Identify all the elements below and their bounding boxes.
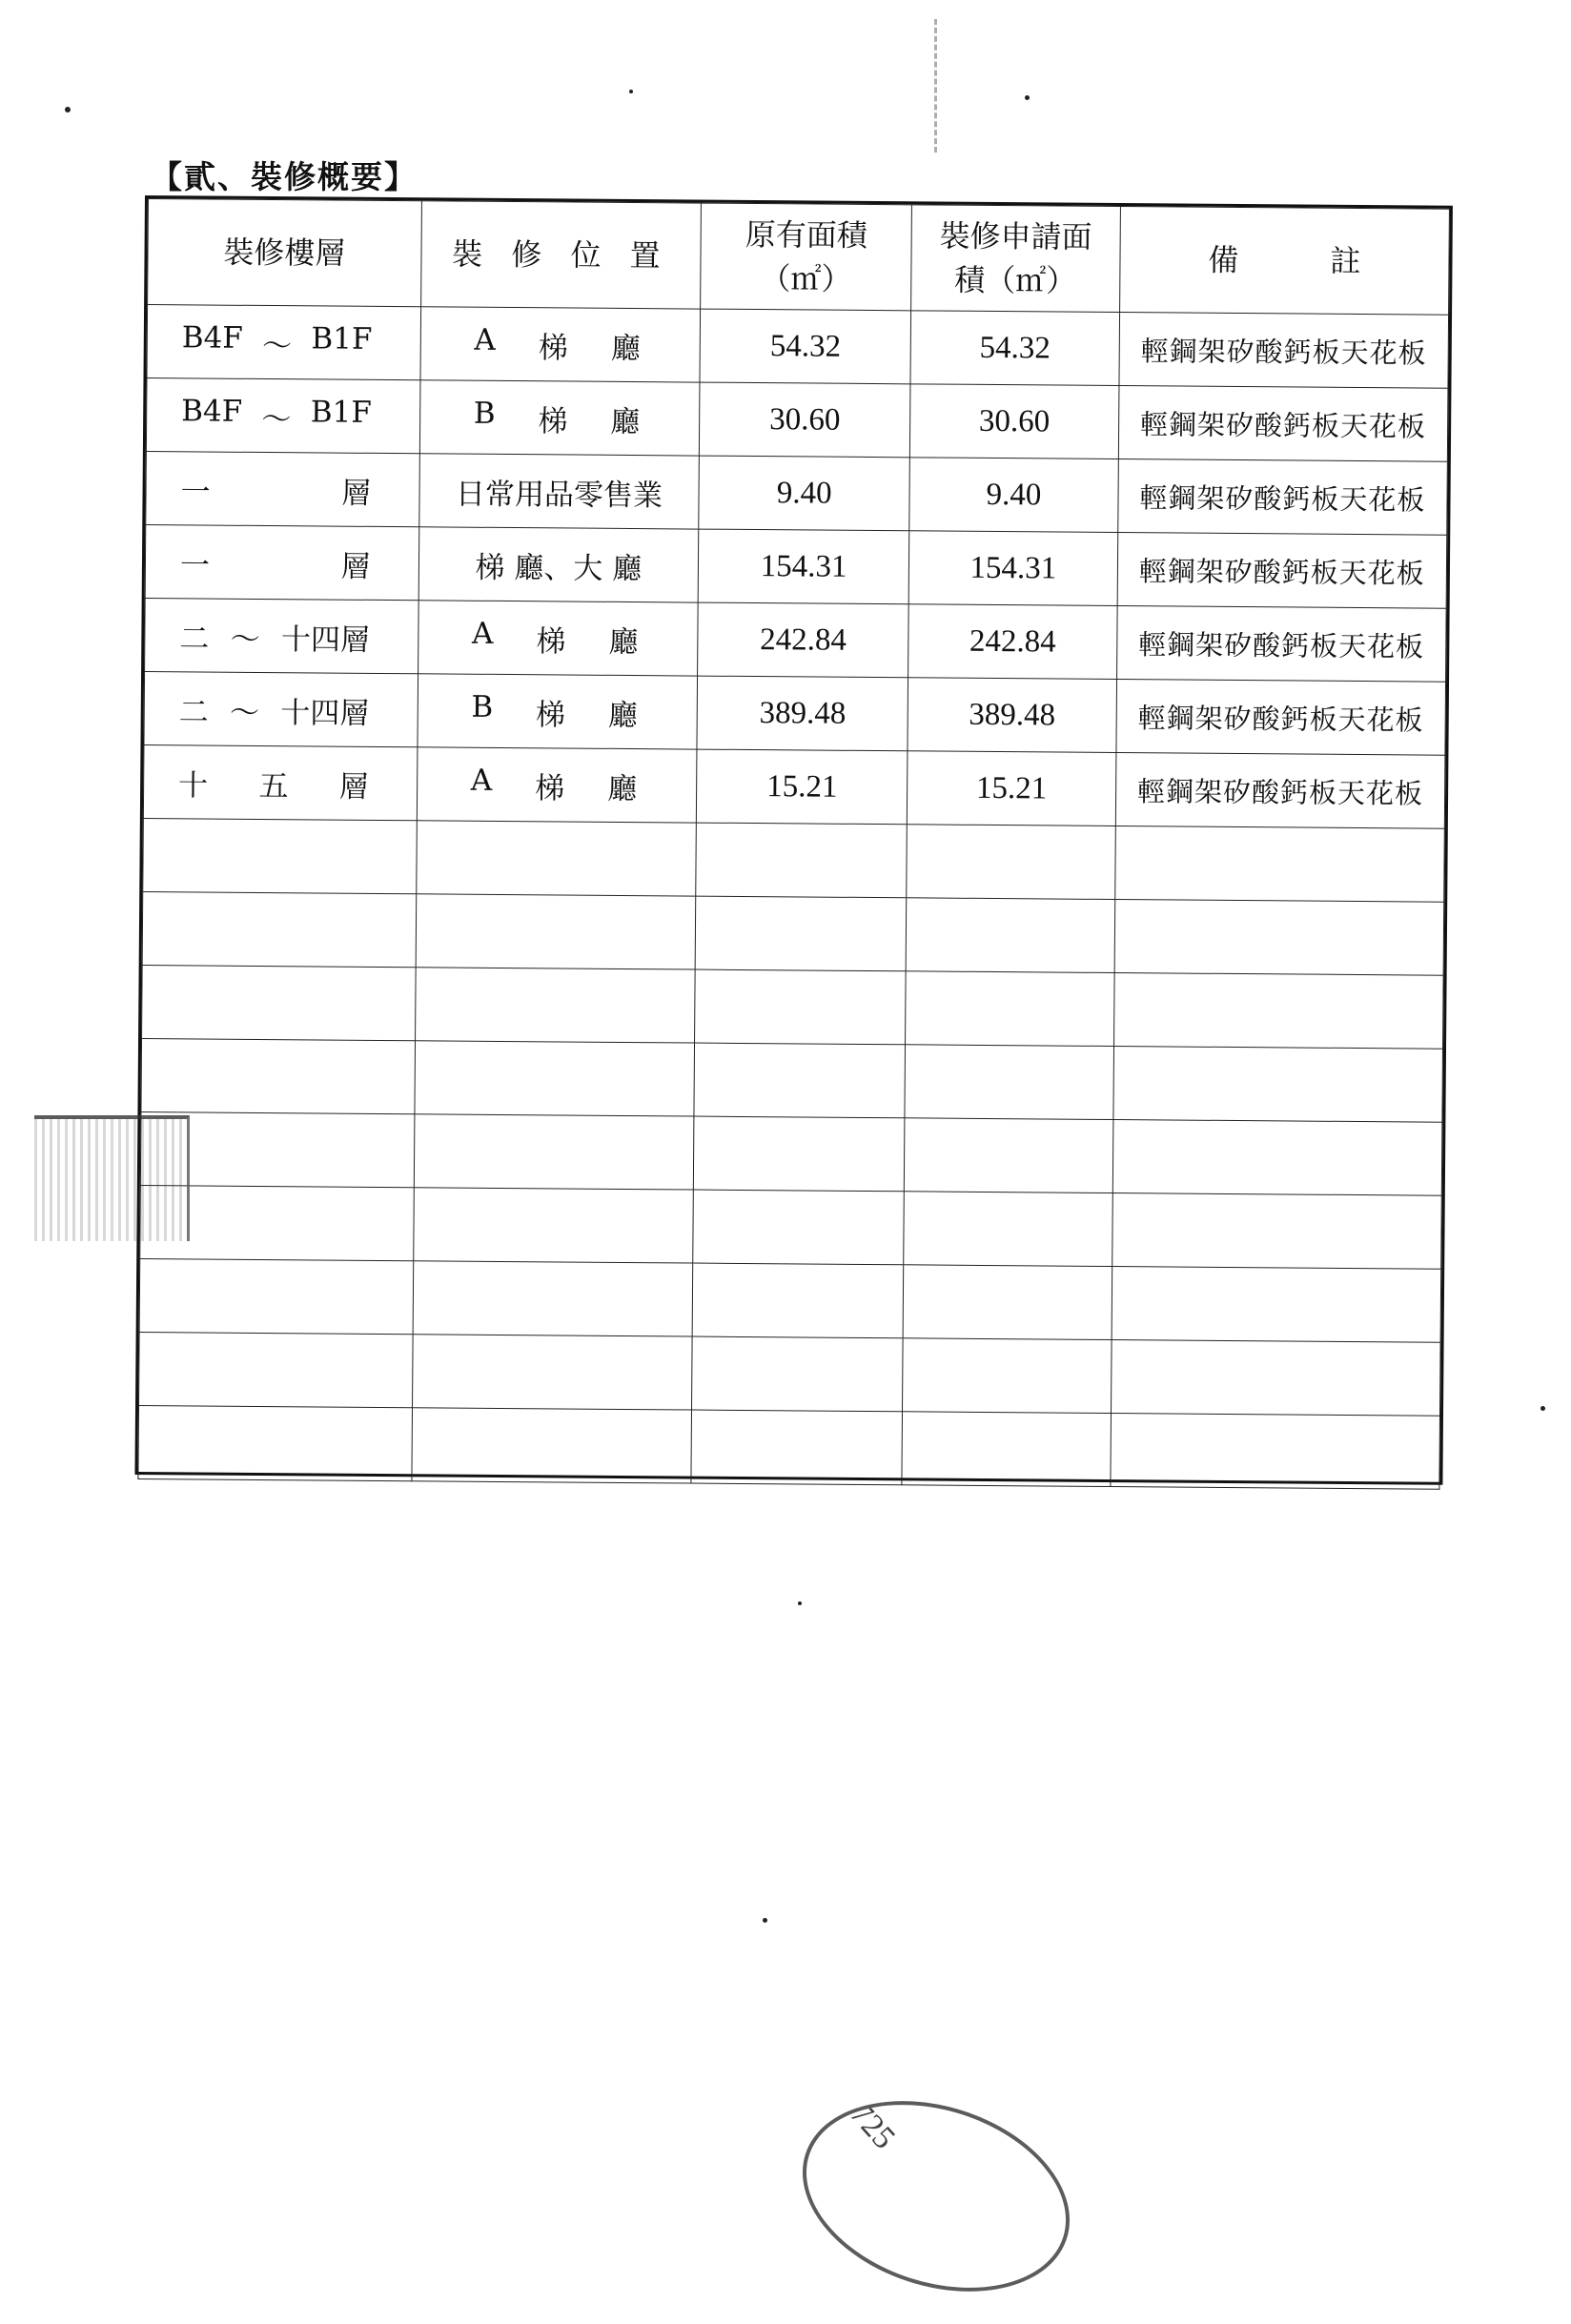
empty-cell: [905, 1045, 1113, 1120]
cell-floor: [145, 599, 418, 674]
cell-note: 輕鋼架矽酸鈣板天花板: [1116, 606, 1446, 683]
table-row: [143, 745, 1445, 829]
empty-table-row: [140, 1185, 1442, 1269]
empty-table-row: [142, 966, 1444, 1050]
empty-cell: [1111, 1339, 1440, 1416]
floor-part: 一: [180, 467, 210, 510]
cell-applied-area: 242.84: [908, 604, 1117, 680]
empty-cell: [903, 1265, 1112, 1340]
cell-floor: [146, 378, 419, 454]
renovation-summary-table: [134, 195, 1452, 1485]
empty-cell: [1114, 826, 1444, 903]
cell-original-area: 54.32: [700, 309, 911, 384]
cell-position: [418, 601, 698, 676]
table-row: [146, 452, 1448, 536]
header-note: 備 註: [1119, 207, 1449, 316]
empty-cell: [691, 1410, 903, 1485]
floor-part: 層: [341, 468, 371, 511]
empty-cell: [1112, 1267, 1441, 1343]
empty-cell: [693, 1190, 905, 1265]
position-part: 廳: [607, 764, 637, 806]
floor-part: ～: [231, 614, 260, 657]
cell-note: 輕鋼架矽酸鈣板天花板: [1117, 459, 1447, 536]
perforation-seal-mark: [34, 1115, 190, 1241]
empty-cell: [692, 1336, 904, 1412]
position-part: 梯: [538, 397, 567, 439]
table-header-row: [148, 199, 1450, 316]
empty-cell: [416, 894, 696, 969]
cell-applied-area: 15.21: [908, 751, 1116, 826]
header-applied-area-line1: 裝修申請面: [912, 214, 1120, 259]
scan-dot: [65, 107, 71, 112]
header-original-area: [701, 203, 912, 311]
header-applied-area: [911, 205, 1120, 313]
empty-cell: [1113, 1047, 1443, 1123]
position-part: A: [472, 616, 494, 659]
empty-table-row: [143, 819, 1445, 903]
position-part: B: [474, 396, 496, 438]
header-position: 裝 修 位 置: [420, 201, 701, 309]
cell-original-area: 389.48: [697, 676, 908, 751]
floor-part: B4F: [182, 320, 243, 364]
position-part: 廳: [611, 323, 641, 366]
empty-cell: [412, 1335, 692, 1410]
empty-cell: [1113, 973, 1443, 1050]
empty-cell: [142, 892, 416, 968]
position-part: A: [471, 763, 493, 805]
empty-cell: [138, 1405, 412, 1480]
empty-cell: [413, 1261, 693, 1336]
floor-part: ～: [230, 687, 259, 730]
scan-dot: [798, 1601, 802, 1605]
empty-cell: [416, 821, 696, 896]
empty-cell: [413, 1188, 693, 1263]
cell-original-area: 15.21: [696, 749, 908, 825]
empty-table-row: [140, 1111, 1442, 1195]
cell-floor: [146, 452, 419, 527]
cell-applied-area: 54.32: [910, 311, 1119, 386]
scan-smudge: [858, 19, 937, 153]
cell-floor: [147, 305, 420, 380]
table-row: [144, 672, 1446, 756]
cell-position: 梯 廳、大 廳: [418, 527, 699, 602]
stamp-number: 725: [843, 2096, 902, 2156]
empty-cell: [414, 1114, 694, 1190]
floor-part: 二: [179, 614, 209, 657]
scan-dot: [629, 90, 633, 93]
empty-cell: [906, 971, 1114, 1047]
floor-part: 五: [258, 761, 288, 804]
cell-original-area: 30.60: [699, 382, 910, 458]
cell-note: 輕鋼架矽酸鈣板天花板: [1115, 753, 1445, 829]
cell-original-area: 154.31: [698, 529, 909, 604]
cell-applied-area: 154.31: [908, 531, 1117, 606]
empty-cell: [902, 1412, 1111, 1487]
empty-table-row: [139, 1332, 1441, 1416]
table-row: [147, 305, 1449, 389]
section-title: 【貳、裝修概要】: [151, 153, 418, 197]
floor-part: 一: [180, 540, 210, 583]
position-part: 廳: [608, 690, 638, 733]
empty-table-row: [142, 892, 1444, 976]
empty-cell: [907, 825, 1115, 900]
empty-cell: [906, 898, 1114, 973]
floor-part: 十四層: [281, 615, 370, 659]
cell-note: 輕鋼架矽酸鈣板天花板: [1117, 533, 1447, 609]
empty-cell: [693, 1116, 905, 1192]
position-part: 梯: [536, 617, 565, 660]
cell-original-area: 242.84: [698, 602, 909, 678]
position-part: 梯: [539, 323, 568, 366]
cell-applied-area: 9.40: [909, 458, 1118, 533]
floor-part: ～: [261, 394, 291, 437]
empty-cell: [696, 823, 908, 898]
empty-cell: [905, 1118, 1113, 1193]
cell-note: 輕鋼架矽酸鈣板天花板: [1118, 386, 1448, 462]
empty-cell: [903, 1338, 1112, 1414]
empty-table-row: [139, 1258, 1441, 1342]
position-part: A: [474, 322, 496, 365]
floor-part: B1F: [311, 321, 372, 365]
empty-cell: [139, 1258, 413, 1334]
header-floor: 裝修樓層: [148, 199, 422, 307]
empty-table-row: [138, 1405, 1440, 1489]
position-part: 梯: [536, 690, 565, 733]
cell-floor: [144, 672, 418, 747]
table-row: [145, 525, 1447, 609]
floor-part: B4F: [181, 394, 242, 438]
empty-cell: [695, 896, 907, 971]
scan-dot: [763, 1918, 767, 1923]
table-row: [146, 378, 1448, 462]
cell-note: 輕鋼架矽酸鈣板天花板: [1119, 313, 1449, 389]
header-applied-area-line2: 積（㎡）: [911, 257, 1119, 303]
official-stamp: [778, 2069, 1094, 2324]
header-original-area-line1: 原有面積: [702, 213, 911, 258]
empty-cell: [1112, 1193, 1441, 1270]
floor-part: 層: [339, 762, 369, 805]
table-row: [145, 599, 1447, 683]
empty-cell: [694, 1043, 906, 1118]
position-part: B: [471, 689, 493, 732]
empty-cell: [415, 1041, 695, 1116]
floor-part: 二: [179, 687, 209, 730]
empty-cell: [139, 1332, 413, 1407]
header-original-area-line2: （㎡）: [701, 256, 910, 302]
empty-cell: [143, 819, 417, 894]
floor-part: B1F: [311, 395, 372, 438]
floor-part: 十: [178, 761, 208, 804]
empty-cell: [415, 968, 695, 1043]
empty-cell: [1112, 1120, 1442, 1196]
empty-cell: [904, 1192, 1112, 1267]
floor-part: 十四層: [280, 688, 369, 732]
empty-cell: [692, 1263, 904, 1338]
position-part: 廳: [608, 617, 638, 660]
empty-cell: [142, 966, 416, 1041]
empty-cell: [1114, 900, 1444, 976]
cell-note: 輕鋼架矽酸鈣板天花板: [1116, 680, 1446, 756]
scan-dot: [1025, 95, 1030, 100]
empty-cell: [141, 1039, 415, 1114]
cell-applied-area: 389.48: [908, 678, 1116, 753]
cell-position: [419, 380, 700, 456]
empty-cell: [412, 1408, 692, 1483]
cell-position: 日常用品零售業: [418, 454, 699, 529]
cell-position: [420, 307, 701, 382]
cell-position: [417, 747, 697, 823]
floor-part: 層: [340, 541, 370, 584]
empty-cell: [1111, 1413, 1440, 1489]
cell-position: [418, 674, 698, 749]
empty-cell: [695, 969, 907, 1045]
cell-original-area: 9.40: [699, 456, 910, 531]
floor-part: ～: [262, 320, 292, 363]
empty-table-row: [141, 1039, 1443, 1123]
scan-dot: [1540, 1406, 1545, 1411]
cell-floor: [143, 745, 417, 821]
cell-applied-area: 30.60: [910, 384, 1119, 459]
cell-floor: [145, 525, 418, 601]
position-part: 廳: [610, 397, 640, 439]
position-part: 梯: [535, 764, 564, 806]
